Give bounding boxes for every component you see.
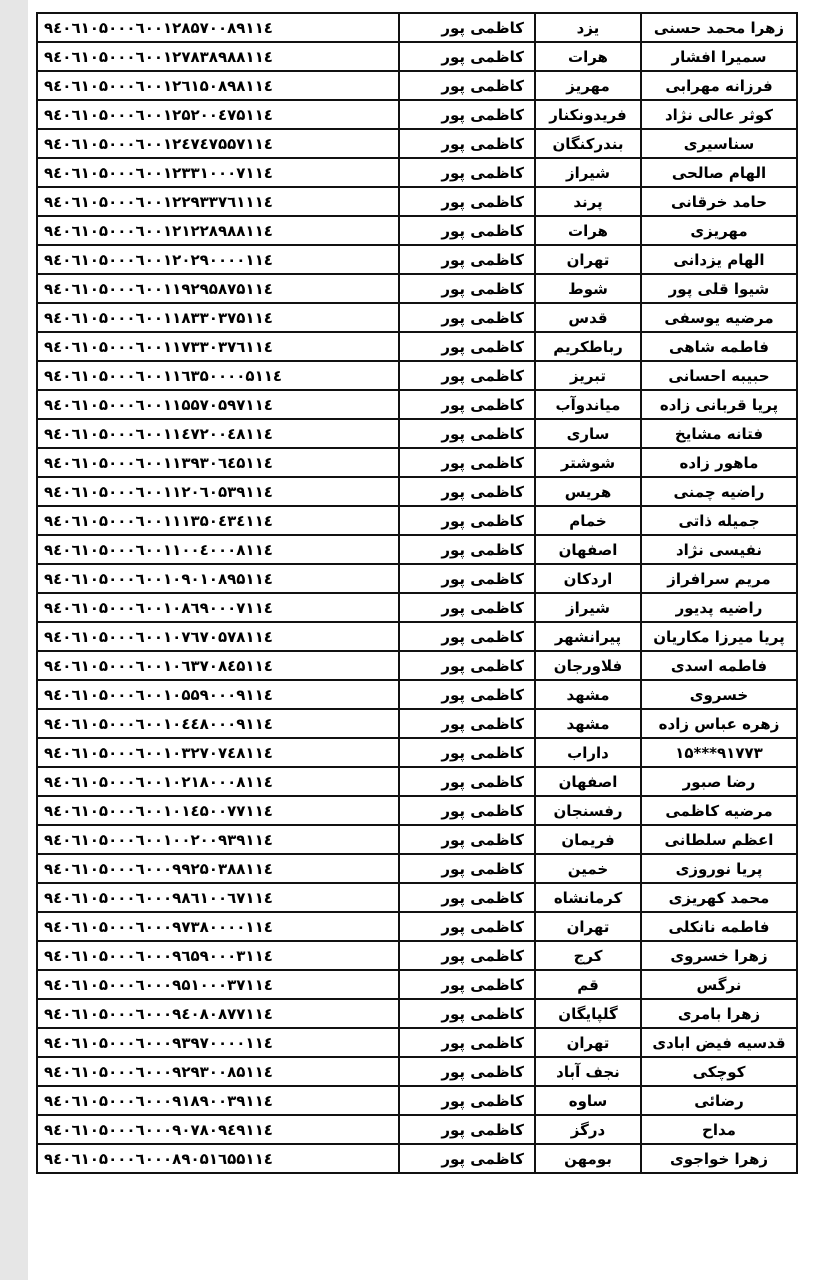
institute-cell: کاظمی پور <box>399 245 535 274</box>
city-cell: اردکان <box>535 564 641 593</box>
code-cell: ۹٤۰٦۱۰۵۰۰۰٦۰۰۰۹٤۰۸۰۸۷۷۱۱٤ <box>37 999 399 1028</box>
city-cell: خمین <box>535 854 641 883</box>
table-row <box>37 187 797 216</box>
institute-cell: کاظمی پور <box>399 883 535 912</box>
city-cell: یزد <box>535 13 641 42</box>
table-row <box>37 419 797 448</box>
city-cell: مشهد <box>535 709 641 738</box>
city-cell: مشهد <box>535 680 641 709</box>
code-cell: ۹٤۰٦۱۰۵۰۰۰٦۰۰۱۱۵۵۷۰۵۹۷۱۱٤ <box>37 390 399 419</box>
institute-cell: کاظمی پور <box>399 158 535 187</box>
name-cell: رضائی <box>641 1086 797 1115</box>
name-cell: نرگس <box>641 970 797 999</box>
institute-cell: کاظمی پور <box>399 100 535 129</box>
institute-cell: کاظمی پور <box>399 1144 535 1173</box>
table-row <box>37 71 797 100</box>
code-cell: ۹٤۰٦۱۰۵۰۰۰٦۰۰۱۰۳۲۷۰۷٤۸۱۱٤ <box>37 738 399 767</box>
code-cell: ۹٤۰٦۱۰۵۰۰۰٦۰۰۰۸۹۰۵۱٦۵۵۱۱٤ <box>37 1144 399 1173</box>
code-cell: ۹٤۰٦۱۰۵۰۰۰٦۰۰۱۲۰۲۹۰۰۰۰۱۱٤ <box>37 245 399 274</box>
code-cell: ۹٤۰٦۱۰۵۰۰۰٦۰۰۱۱٤۷۲۰۰٤۸۱۱٤ <box>37 419 399 448</box>
code-cell: ۹٤۰٦۱۰۵۰۰۰٦۰۰۱۱۹۲۹۵۸۷۵۱۱٤ <box>37 274 399 303</box>
code-cell: ۹٤۰٦۱۰۵۰۰۰٦۰۰۰۹۸٦۱۰۰٦۷۱۱٤ <box>37 883 399 912</box>
institute-cell: کاظمی پور <box>399 361 535 390</box>
code-cell: ۹٤۰٦۱۰۵۰۰۰٦۰۰۰۹۳۹۷۰۰۰۰۱۱٤ <box>37 1028 399 1057</box>
table-row <box>37 274 797 303</box>
code-cell: ۹٤۰٦۱۰۵۰۰۰٦۰۰۱۱۰۰٤۰۰۰۸۱۱٤ <box>37 535 399 564</box>
institute-cell: کاظمی پور <box>399 854 535 883</box>
city-cell: اصفهان <box>535 767 641 796</box>
code-cell: ۹٤۰٦۱۰۵۰۰۰٦۰۰۱۰۱٤۵۰۰۷۷۱۱٤ <box>37 796 399 825</box>
code-cell: ۹٤۰٦۱۰۵۰۰۰٦۰۰۱۰۹۰۱۰۸۹۵۱۱٤ <box>37 564 399 593</box>
name-cell: راضیه پدیور <box>641 593 797 622</box>
city-cell: بندرکنگان <box>535 129 641 158</box>
table-row <box>37 738 797 767</box>
institute-cell: کاظمی پور <box>399 129 535 158</box>
table-row <box>37 912 797 941</box>
name-cell: پریا قربانی زاده <box>641 390 797 419</box>
institute-cell: کاظمی پور <box>399 796 535 825</box>
table-row <box>37 448 797 477</box>
city-cell: میاندوآب <box>535 390 641 419</box>
code-cell: ۹٤۰٦۱۰۵۰۰۰٦۰۰۱۱۸۳۳۰۳۷۵۱۱٤ <box>37 303 399 332</box>
code-cell: ۹٤۰٦۱۰۵۰۰۰٦۰۰۰۹۱۸۹۰۰۳۹۱۱٤ <box>37 1086 399 1115</box>
institute-cell: کاظمی پور <box>399 767 535 796</box>
code-cell: ۹٤۰٦۱۰۵۰۰۰٦۰۰۱۲۸۵۷۰۰۸۹۱۱٤ <box>37 13 399 42</box>
table-row <box>37 477 797 506</box>
city-cell: قدس <box>535 303 641 332</box>
name-cell: شیوا قلی پور <box>641 274 797 303</box>
institute-cell: کاظمی پور <box>399 303 535 332</box>
institute-cell: کاظمی پور <box>399 651 535 680</box>
city-cell: پرند <box>535 187 641 216</box>
name-cell: زهرا بامری <box>641 999 797 1028</box>
name-cell: کوچکی <box>641 1057 797 1086</box>
city-cell: شوط <box>535 274 641 303</box>
name-cell: حامد خرقانی <box>641 187 797 216</box>
table-row <box>37 332 797 361</box>
name-cell: قدسیه فیض ابادی <box>641 1028 797 1057</box>
city-cell: داراب <box>535 738 641 767</box>
name-cell: الهام صالحی <box>641 158 797 187</box>
name-cell: رضا صبور <box>641 767 797 796</box>
table-row <box>37 158 797 187</box>
name-cell: سمیرا افشار <box>641 42 797 71</box>
city-cell: بومهن <box>535 1144 641 1173</box>
institute-cell: کاظمی پور <box>399 216 535 245</box>
institute-cell: کاظمی پور <box>399 999 535 1028</box>
table-row <box>37 825 797 854</box>
institute-cell: کاظمی پور <box>399 738 535 767</box>
code-cell: ۹٤۰٦۱۰۵۰۰۰٦۰۰۰۹۲۹۳۰۰۸۵۱۱٤ <box>37 1057 399 1086</box>
name-cell: فتانه مشایخ <box>641 419 797 448</box>
name-cell: فاطمه نانکلی <box>641 912 797 941</box>
institute-cell: کاظمی پور <box>399 535 535 564</box>
code-cell: ۹٤۰٦۱۰۵۰۰۰٦۰۰۱۰۷٦۷۰۵۷۸۱۱٤ <box>37 622 399 651</box>
city-cell: ساری <box>535 419 641 448</box>
code-cell: ۹٤۰٦۱۰۵۰۰۰٦۰۰۱۰۲۱۸۰۰۰۸۱۱٤ <box>37 767 399 796</box>
table-row <box>37 1144 797 1173</box>
name-cell: مریم سرافراز <box>641 564 797 593</box>
table-row <box>37 1028 797 1057</box>
institute-cell: کاظمی پور <box>399 1086 535 1115</box>
table-row <box>37 13 797 42</box>
table-row <box>37 216 797 245</box>
name-cell: ۹۱۷۷۳***۱۵ <box>641 738 797 767</box>
name-cell: جمیله ذاتی <box>641 506 797 535</box>
name-cell: پریا نوروزی <box>641 854 797 883</box>
institute-cell: کاظمی پور <box>399 274 535 303</box>
city-cell: تهران <box>535 1028 641 1057</box>
city-cell: شیراز <box>535 593 641 622</box>
city-cell: فریمان <box>535 825 641 854</box>
name-cell: خسروی <box>641 680 797 709</box>
city-cell: فلاورجان <box>535 651 641 680</box>
table-row <box>37 129 797 158</box>
institute-cell: کاظمی پور <box>399 1115 535 1144</box>
code-cell: ۹٤۰٦۱۰۵۰۰۰٦۰۰۱۱۱۳۵۰٤۳٤۱۱٤ <box>37 506 399 535</box>
table-row <box>37 970 797 999</box>
institute-cell: کاظمی پور <box>399 42 535 71</box>
institute-cell: کاظمی پور <box>399 912 535 941</box>
city-cell: تهران <box>535 912 641 941</box>
institute-cell: کاظمی پور <box>399 1057 535 1086</box>
name-cell: فاطمه اسدی <box>641 651 797 680</box>
table-row <box>37 622 797 651</box>
name-cell: زهره عباس زاده <box>641 709 797 738</box>
table-row <box>37 709 797 738</box>
city-cell: هریس <box>535 477 641 506</box>
name-cell: راضیه چمنی <box>641 477 797 506</box>
institute-cell: کاظمی پور <box>399 419 535 448</box>
institute-cell: کاظمی پور <box>399 564 535 593</box>
table-row <box>37 941 797 970</box>
city-cell: رباطکریم <box>535 332 641 361</box>
code-cell: ۹٤۰٦۱۰۵۰۰۰٦۰۰۱۰۵۵۹۰۰۰۹۱۱٤ <box>37 680 399 709</box>
table-row <box>37 680 797 709</box>
records-table-body <box>37 13 797 1173</box>
city-cell: گلپایگان <box>535 999 641 1028</box>
name-cell: مرضیه کاظمی <box>641 796 797 825</box>
name-cell: فاطمه شاهی <box>641 332 797 361</box>
city-cell: ساوه <box>535 1086 641 1115</box>
name-cell: سناسیری <box>641 129 797 158</box>
code-cell: ۹٤۰٦۱۰۵۰۰۰٦۰۰۱۱۲۰٦۰۵۳۹۱۱٤ <box>37 477 399 506</box>
table-row <box>37 1086 797 1115</box>
city-cell: خمام <box>535 506 641 535</box>
code-cell: ۹٤۰٦۱۰۵۰۰۰٦۰۰۰۹۹۲۵۰۳۸۸۱۱٤ <box>37 854 399 883</box>
code-cell: ۹٤۰٦۱۰۵۰۰۰٦۰۰۰۹۷۳۸۰۰۰۰۱۱٤ <box>37 912 399 941</box>
code-cell: ۹٤۰٦۱۰۵۰۰۰٦۰۰۱۲۲۹۳۳۷٦۱۱۱٤ <box>37 187 399 216</box>
table-row <box>37 1115 797 1144</box>
table-row <box>37 100 797 129</box>
code-cell: ۹٤۰٦۱۰۵۰۰۰٦۰۰۱۰٦۳۷۰۸٤۵۱۱٤ <box>37 651 399 680</box>
institute-cell: کاظمی پور <box>399 680 535 709</box>
institute-cell: کاظمی پور <box>399 71 535 100</box>
code-cell: ۹٤۰٦۱۰۵۰۰۰٦۰۰۱۲٦۱۵۰۸۹۸۱۱٤ <box>37 71 399 100</box>
code-cell: ۹٤۰٦۱۰۵۰۰۰٦۰۰۰۹۵۱۰۰۰۳۷۱۱٤ <box>37 970 399 999</box>
name-cell: پریا میرزا مکاریان <box>641 622 797 651</box>
page-margin-strip <box>0 0 28 1280</box>
table-row <box>37 883 797 912</box>
code-cell: ۹٤۰٦۱۰۵۰۰۰٦۰۰۱۲٤۷٤۷۵۵۷۱۱٤ <box>37 129 399 158</box>
city-cell: شیراز <box>535 158 641 187</box>
institute-cell: کاظمی پور <box>399 970 535 999</box>
table-row <box>37 767 797 796</box>
code-cell: ۹٤۰٦۱۰۵۰۰۰٦۰۰۱۰٤٤۸۰۰۰۹۱۱٤ <box>37 709 399 738</box>
city-cell: تبریز <box>535 361 641 390</box>
institute-cell: کاظمی پور <box>399 332 535 361</box>
city-cell: درگز <box>535 1115 641 1144</box>
table-row <box>37 854 797 883</box>
name-cell: زهرا محمد حسنی <box>641 13 797 42</box>
city-cell: کرمانشاه <box>535 883 641 912</box>
code-cell: ۹٤۰٦۱۰۵۰۰۰٦۰۰۰۹٦۵۹۰۰۰۳۱۱٤ <box>37 941 399 970</box>
records-table <box>36 12 798 1174</box>
name-cell: ماهور زاده <box>641 448 797 477</box>
city-cell: شوشتر <box>535 448 641 477</box>
institute-cell: کاظمی پور <box>399 825 535 854</box>
name-cell: محمد کهریزی <box>641 883 797 912</box>
name-cell: زهرا خواجوی <box>641 1144 797 1173</box>
code-cell: ۹٤۰٦۱۰۵۰۰۰٦۰۰۱۰۸٦۹۰۰۰۷۱۱٤ <box>37 593 399 622</box>
city-cell: نجف آباد <box>535 1057 641 1086</box>
table-row <box>37 535 797 564</box>
table-row <box>37 390 797 419</box>
code-cell: ۹٤۰٦۱۰۵۰۰۰٦۰۰۱۲۱۲۲۸۹۸۸۱۱٤ <box>37 216 399 245</box>
table-row <box>37 796 797 825</box>
code-cell: ۹٤۰٦۱۰۵۰۰۰٦۰۰۱۱۷۳۳۰۳۷٦۱۱٤ <box>37 332 399 361</box>
city-cell: قم <box>535 970 641 999</box>
code-cell: ۹٤۰٦۱۰۵۰۰۰٦۰۰۱۰۰۲۰۰۹۳۹۱۱٤ <box>37 825 399 854</box>
table-row <box>37 245 797 274</box>
name-cell: فرزانه مهرابی <box>641 71 797 100</box>
name-cell: زهرا خسروی <box>641 941 797 970</box>
name-cell: الهام یزدانی <box>641 245 797 274</box>
institute-cell: کاظمی پور <box>399 593 535 622</box>
code-cell: ۹٤۰٦۱۰۵۰۰۰٦۰۰۱۱۳۹۳۰٦٤۵۱۱٤ <box>37 448 399 477</box>
name-cell: حبیبه احسانی <box>641 361 797 390</box>
city-cell: هرات <box>535 42 641 71</box>
institute-cell: کاظمی پور <box>399 506 535 535</box>
table-row <box>37 564 797 593</box>
code-cell: ۹٤۰٦۱۰۵۰۰۰٦۰۰۱۱٦۳۵۰۰۰۰۵۱۱٤ <box>37 361 399 390</box>
table-row <box>37 1057 797 1086</box>
institute-cell: کاظمی پور <box>399 477 535 506</box>
institute-cell: کاظمی پور <box>399 709 535 738</box>
city-cell: رفسنجان <box>535 796 641 825</box>
table-row <box>37 999 797 1028</box>
institute-cell: کاظمی پور <box>399 448 535 477</box>
table-row <box>37 593 797 622</box>
code-cell: ۹٤۰٦۱۰۵۰۰۰٦۰۰۰۹۰۷۸۰۹٤۹۱۱٤ <box>37 1115 399 1144</box>
city-cell: مهریز <box>535 71 641 100</box>
code-cell: ۹٤۰٦۱۰۵۰۰۰٦۰۰۱۲۵۲۰۰٤۷۵۱۱٤ <box>37 100 399 129</box>
table-row <box>37 506 797 535</box>
table-row <box>37 651 797 680</box>
institute-cell: کاظمی پور <box>399 187 535 216</box>
code-cell: ۹٤۰٦۱۰۵۰۰۰٦۰۰۱۲۳۳۱۰۰۰۷۱۱٤ <box>37 158 399 187</box>
institute-cell: کاظمی پور <box>399 941 535 970</box>
city-cell: کرج <box>535 941 641 970</box>
name-cell: نفیسی نژاد <box>641 535 797 564</box>
table-row <box>37 42 797 71</box>
institute-cell: کاظمی پور <box>399 390 535 419</box>
institute-cell: کاظمی پور <box>399 622 535 651</box>
institute-cell: کاظمی پور <box>399 1028 535 1057</box>
institute-cell: کاظمی پور <box>399 13 535 42</box>
name-cell: کوثر عالی نژاد <box>641 100 797 129</box>
city-cell: اصفهان <box>535 535 641 564</box>
table-row <box>37 361 797 390</box>
city-cell: تهران <box>535 245 641 274</box>
name-cell: مرضیه یوسفی <box>641 303 797 332</box>
city-cell: پیرانشهر <box>535 622 641 651</box>
table-row <box>37 303 797 332</box>
city-cell: هرات <box>535 216 641 245</box>
name-cell: مهریزی <box>641 216 797 245</box>
code-cell: ۹٤۰٦۱۰۵۰۰۰٦۰۰۱۲۷۸۳۸۹۸۸۱۱٤ <box>37 42 399 71</box>
name-cell: مداح <box>641 1115 797 1144</box>
records-table-container <box>36 12 798 1174</box>
city-cell: فریدونکنار <box>535 100 641 129</box>
name-cell: اعظم سلطانی <box>641 825 797 854</box>
